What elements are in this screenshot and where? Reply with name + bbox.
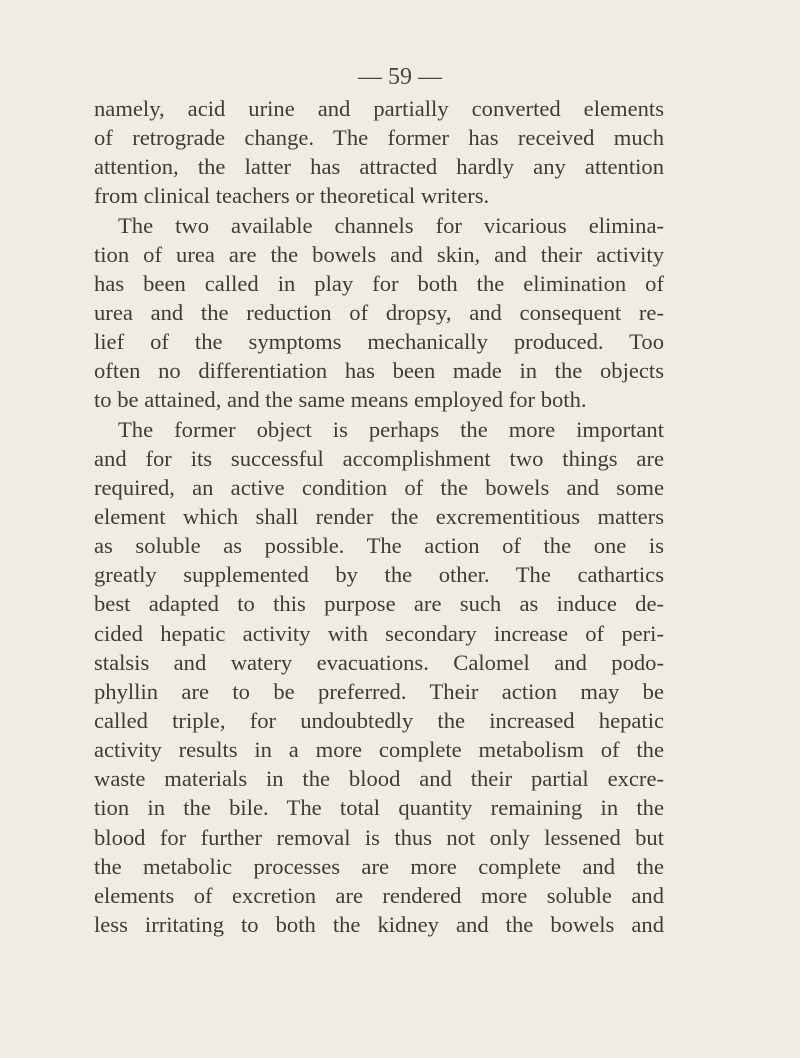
text-line: blood for further removal is thus not only lessened but (94, 824, 664, 850)
text-line: to be attained, and the same means employed for both. (94, 387, 587, 413)
body-text (94, 94, 664, 939)
text-line: less irritating to both the kidney and the bowels and (94, 911, 664, 937)
text-line: waste materials in the blood and their partial excre- (94, 766, 664, 792)
text-line: stalsis and watery evacuations. Calomel and podo- (94, 649, 664, 675)
text-line: The two available channels for vicarious elimina- (118, 212, 664, 238)
text-line: from clinical teachers or theoretical writers. (94, 183, 490, 209)
text-line: namely, acid urine and partially converted elements (94, 96, 664, 121)
text-line: The former object is perhaps the more important (118, 416, 664, 442)
text-line: as soluble as possible. The action of the one is (94, 533, 664, 559)
text-line: elements of excretion are rendered more soluble and (94, 882, 664, 908)
text-line: cided hepatic activity with secondary increase of peri- (94, 620, 664, 646)
text-line: the metabolic processes are more complete and the (94, 853, 664, 879)
text-line: tion in the bile. The total quantity remaining in the (94, 795, 664, 821)
text-line: has been called in play for both the elimination of (94, 270, 664, 296)
text-line: called triple, for undoubtedly the increased hepatic (94, 707, 664, 733)
text-line: required, an active condition of the bowels and some (94, 474, 664, 500)
text-line: activity results in a more complete metabolism of the (94, 737, 664, 763)
text-line: best adapted to this purpose are such as induce de- (94, 591, 664, 617)
page-number: — 59 — (358, 64, 442, 90)
text-line: greatly supplemented by the other. The cathartics (94, 562, 664, 588)
text-line: often no differentiation has been made in the objects (94, 358, 664, 384)
text-line: attention, the latter has attracted hardly any attention (94, 154, 664, 180)
text-line: and for its successful accomplishment two things are (94, 445, 664, 471)
text-line: urea and the reduction of dropsy, and consequent re- (94, 299, 664, 325)
text-line: lief of the symptoms mechanically produced. Too (94, 329, 664, 355)
text-line: tion of urea are the bowels and skin, and their activity (94, 241, 664, 267)
text-line: phyllin are to be preferred. Their action may be (94, 678, 664, 704)
text-line: element which shall render the excrementitious matters (94, 503, 664, 529)
text-line: of retrograde change. The former has received much (94, 125, 664, 151)
